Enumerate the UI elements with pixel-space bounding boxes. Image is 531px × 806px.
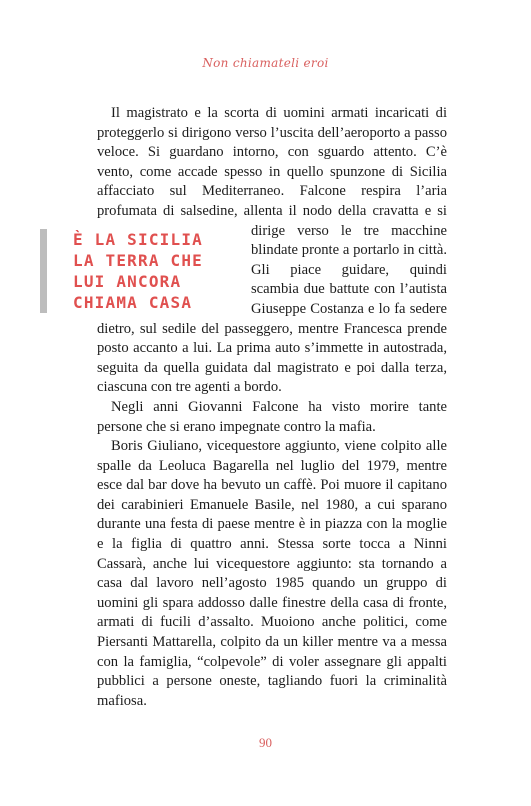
page-number: 90 xyxy=(259,735,272,750)
pull-quote-line: È LA SICILIA xyxy=(73,229,203,249)
pull-quote-line: CHIAMA CASA xyxy=(73,292,193,312)
pull-quote xyxy=(40,229,237,313)
paragraph-1: Il magistrato e la scorta di uomini armati incaricati di proteggerlo si dirigono verso l’uscita dell’aeroporto a passo veloce. Si guardano intorno, con sguardo attento. C’è vento, come accade spesso in quello spunzone di Sicilia affacciato sul Mediterraneo. Falcone respira l’aria profumata di salsedine, allenta il nodo della cravatta e si dirige È LA SICILIA LA TERRA CHE LUI ANCORA CHIAMA CASA verso le tre macchine blindate pronte a portarlo in città. Gli piace guidare, quindi scambia due battute con l’autista Giuseppe Costanza e lo fa sedere dietro, sul sedile del passeggero, mentre Francesca prende posto accanto a lui. La prima auto s’immette in autostrada, seguita da quella guidata dal magistrato e poi dalla terza, ciascuna con tre agenti a bordo. xyxy=(97,104,447,398)
pull-quote-line: LA TERRA CHE xyxy=(73,250,203,270)
running-head: Non chiamateli eroi xyxy=(202,56,329,70)
pull-quote-line: LUI ANCORA xyxy=(73,271,182,291)
body-text xyxy=(73,104,447,711)
paragraph-2: Negli anni Giovanni Falcone ha visto morire tante persone che si erano impegnate contro la mafia. xyxy=(97,398,447,435)
paragraph-3: Boris Giuliano, vicequestore aggiunto, viene colpito alle spalle da Leoluca Bagarella nel luglio del 1979, mentre esce dal bar dove ha bevuto un caffè. Poi muore il capitano dei carabinieri Emanuele Basile, nel 1980, a cui sparano durante una festa di paese mentre è in piazza con la moglie e la figlia di quattro anni. Stessa sorte tocca a Ninni Cassarà, anche lui vicequestore aggiunto: sta tornando a casa dal lavoro nell’agosto 1985 quando un gruppo di uomini gli spara addosso dalle finestre della casa di fronte, armati di fucili d’assalto. Muoiono anche politici, come Piersanti Mattarella, colpito da un killer mentre va a messa con la famiglia, “colpevole” di voler assegnare gli appalti pubblici a persone oneste, tagliando fuori la criminalità mafiosa. xyxy=(97,438,447,709)
